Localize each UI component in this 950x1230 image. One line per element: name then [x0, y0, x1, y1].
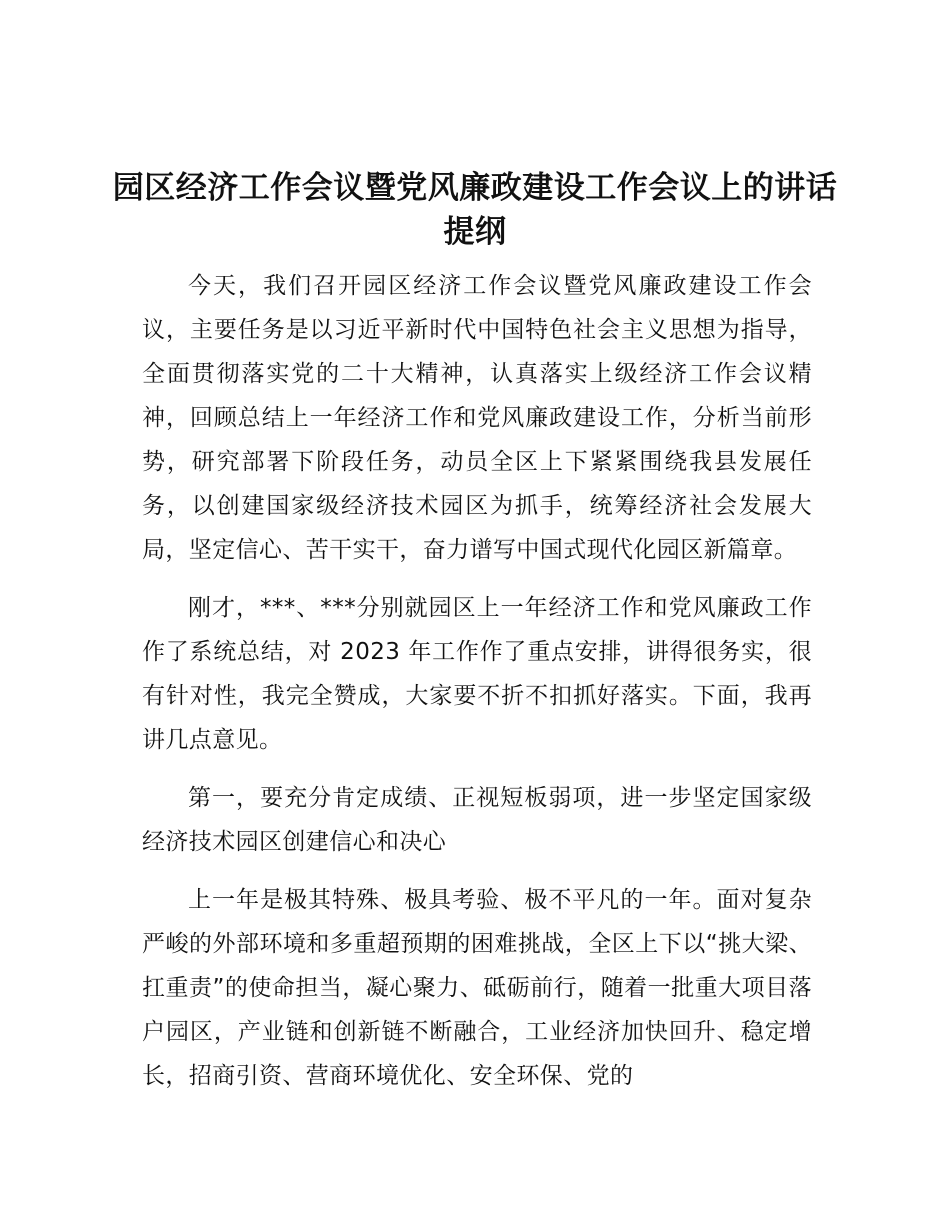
section-heading-first: 第一，要充分肯定成绩、正视短板弱项，进一步坚定国家级经济技术园区创建信心和决心 [142, 785, 812, 855]
document-title: 园区经济工作会议暨党风廉政建设工作会议上的讲话提纲 [112, 170, 838, 250]
paragraph-review: 上一年是极其特殊、极具考验、极不平凡的一年。面对复杂严峻的外部环境和多重超预期的困难挑战，全区上下以“挑大梁、扛重责”的使命担当，凝心聚力、砥砺前行，随着一批重大项目落户园区，产业链和创新链不断融合，工业经济加快回升、稳定增长，招商引资、营商环境优化、安全环保、党的 [142, 887, 812, 1089]
paragraph-opening: 今天，我们召开园区经济工作会议暨党风廉政建设工作会议，主要任务是以习近平新时代中国特色社会主义思想为指导，全面贯彻落实党的二十大精神，认真落实上级经济工作会议精神，回顾总结上一年经济工作和党风廉政建设工作，分析当前形势，研究部署下阶段任务，动员全区上下紧紧围绕我县发展任务，以创建国家级经济技术园区为抓手，统筹经济社会发展大局，坚定信心、苦干实干，奋力谱写中国式现代化园区新篇章。 [142, 273, 812, 563]
paragraph-summary: 刚才，***、***分别就园区上一年经济工作和党风廉政工作作了系统总结，对 2023 年工作作了重点安排，讲得很务实，很有针对性，我完全赞成，大家要不折不扣抓好落实。下面，我再讲几点意见。 [142, 595, 812, 753]
document-body [142, 264, 812, 1112]
